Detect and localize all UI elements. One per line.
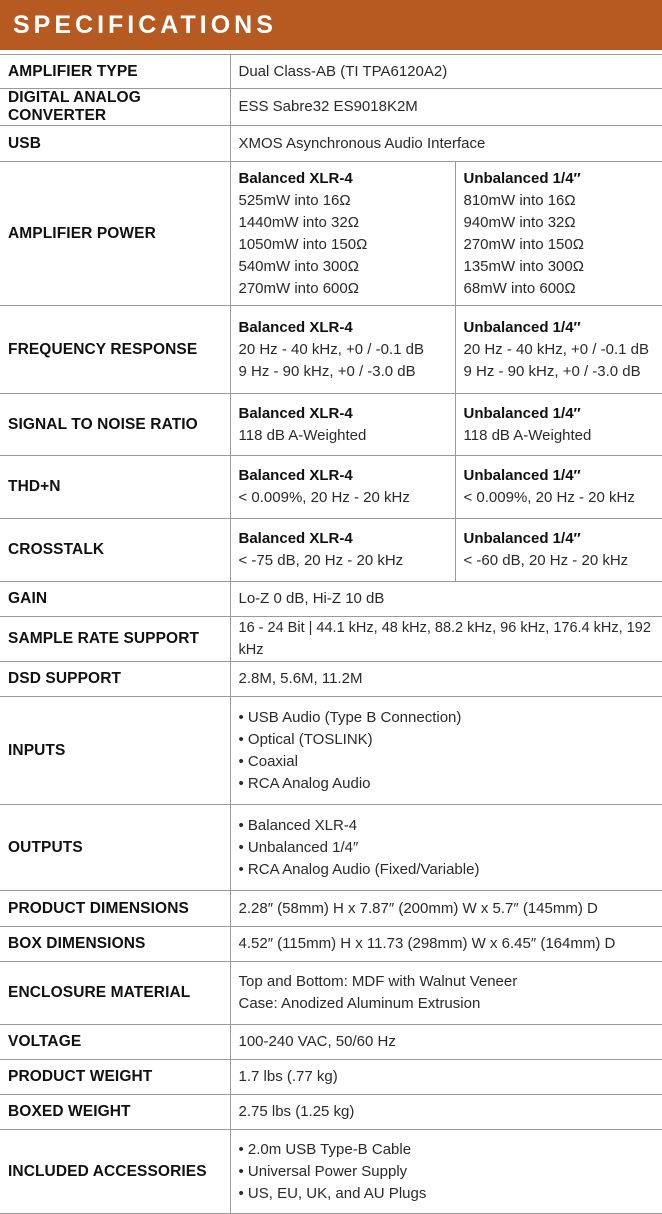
spec-line: < 0.009%, 20 Hz - 20 kHz bbox=[239, 487, 455, 509]
spec-label: FREQUENCY RESPONSE bbox=[0, 306, 230, 394]
spec-line: 1050mW into 150Ω bbox=[239, 234, 455, 256]
spec-line: 118 dB A-Weighted bbox=[239, 425, 455, 447]
unbalanced-cell bbox=[455, 519, 662, 582]
list-item: • USB Audio (Type B Connection) bbox=[239, 707, 662, 729]
balanced-cell bbox=[230, 519, 455, 582]
spec-line: 9 Hz - 90 kHz, +0 / -3.0 dB bbox=[464, 361, 662, 383]
balanced-cell bbox=[230, 162, 455, 306]
spec-label: OUTPUTS bbox=[0, 805, 230, 891]
spec-line: < 0.009%, 20 Hz - 20 kHz bbox=[464, 487, 662, 509]
spec-line: 118 dB A-Weighted bbox=[464, 425, 662, 447]
spec-value: Dual Class-AB (TI TPA6120A2) bbox=[230, 55, 662, 89]
spec-line: 68mW into 600Ω bbox=[464, 278, 662, 300]
spec-label: DSD SUPPORT bbox=[0, 662, 230, 697]
list-item: • RCA Analog Audio (Fixed/Variable) bbox=[239, 859, 662, 881]
list-item: • Unbalanced 1/4″ bbox=[239, 837, 662, 859]
spec-row-product-weight bbox=[0, 1060, 662, 1095]
balanced-cell bbox=[230, 394, 455, 456]
spec-value: 4.52″ (115mm) H x 11.73 (298mm) W x 6.45″ (164mm) D bbox=[230, 927, 662, 962]
list-item: • Coaxial bbox=[239, 751, 662, 773]
spec-row-boxed-weight bbox=[0, 1095, 662, 1130]
spec-label: PRODUCT DIMENSIONS bbox=[0, 891, 230, 927]
spec-line: 1440mW into 32Ω bbox=[239, 212, 455, 234]
spec-value: 2.8M, 5.6M, 11.2M bbox=[230, 662, 662, 697]
spec-label: ENCLOSURE MATERIAL bbox=[0, 962, 230, 1025]
unbalanced-heading: Unbalanced 1/4″ bbox=[464, 528, 662, 550]
spec-line: 525mW into 16Ω bbox=[239, 190, 455, 212]
specifications-table bbox=[0, 54, 662, 1214]
spec-row-thdn bbox=[0, 456, 662, 519]
spec-row-box-dimensions bbox=[0, 927, 662, 962]
spec-line: < -60 dB, 20 Hz - 20 kHz bbox=[464, 550, 662, 572]
spec-value: 1.7 lbs (.77 kg) bbox=[230, 1060, 662, 1095]
spec-label: SIGNAL TO NOISE RATIO bbox=[0, 394, 230, 456]
spec-line: 20 Hz - 40 kHz, +0 / -0.1 dB bbox=[464, 339, 662, 361]
spec-row-frequency-response bbox=[0, 306, 662, 394]
spec-label: INPUTS bbox=[0, 697, 230, 805]
spec-list bbox=[230, 805, 662, 891]
spec-label: SAMPLE RATE SUPPORT bbox=[0, 617, 230, 662]
list-item: Top and Bottom: MDF with Walnut Veneer bbox=[239, 971, 662, 993]
spec-row-snr bbox=[0, 394, 662, 456]
specifications-title: SPECIFICATIONS bbox=[0, 0, 662, 50]
unbalanced-heading: Unbalanced 1/4″ bbox=[464, 403, 662, 425]
spec-row-accessories bbox=[0, 1130, 662, 1214]
spec-label: BOXED WEIGHT bbox=[0, 1095, 230, 1130]
spec-row-amplifier-power bbox=[0, 162, 662, 306]
spec-row-voltage bbox=[0, 1025, 662, 1060]
spec-label: USB bbox=[0, 126, 230, 162]
spec-row-dac bbox=[0, 89, 662, 126]
spec-line: 810mW into 16Ω bbox=[464, 190, 662, 212]
spec-value: XMOS Asynchronous Audio Interface bbox=[230, 126, 662, 162]
list-item: • Balanced XLR-4 bbox=[239, 815, 662, 837]
spec-label: AMPLIFIER POWER bbox=[0, 162, 230, 306]
spec-value: Lo-Z 0 dB, Hi-Z 10 dB bbox=[230, 582, 662, 617]
balanced-cell bbox=[230, 306, 455, 394]
spec-label: AMPLIFIER TYPE bbox=[0, 55, 230, 89]
list-item: Case: Anodized Aluminum Extrusion bbox=[239, 993, 662, 1015]
unbalanced-cell bbox=[455, 456, 662, 519]
spec-label: GAIN bbox=[0, 582, 230, 617]
list-item: • RCA Analog Audio bbox=[239, 773, 662, 795]
spec-value: 2.75 lbs (1.25 kg) bbox=[230, 1095, 662, 1130]
unbalanced-cell bbox=[455, 162, 662, 306]
spec-value: ESS Sabre32 ES9018K2M bbox=[230, 89, 662, 126]
spec-row-dsd bbox=[0, 662, 662, 697]
spec-row-crosstalk bbox=[0, 519, 662, 582]
spec-row-enclosure bbox=[0, 962, 662, 1025]
spec-row-sample-rate bbox=[0, 617, 662, 662]
spec-row-gain bbox=[0, 582, 662, 617]
balanced-heading: Balanced XLR-4 bbox=[239, 403, 455, 425]
unbalanced-heading: Unbalanced 1/4″ bbox=[464, 465, 662, 487]
spec-row-product-dimensions bbox=[0, 891, 662, 927]
list-item: • 2.0m USB Type-B Cable bbox=[239, 1139, 662, 1161]
spec-label: DIGITAL ANALOG CONVERTER bbox=[0, 89, 230, 126]
spec-line: 270mW into 600Ω bbox=[239, 278, 455, 300]
spec-label: THD+N bbox=[0, 456, 230, 519]
balanced-heading: Balanced XLR-4 bbox=[239, 168, 455, 190]
unbalanced-cell bbox=[455, 306, 662, 394]
balanced-heading: Balanced XLR-4 bbox=[239, 317, 455, 339]
spec-label: INCLUDED ACCESSORIES bbox=[0, 1130, 230, 1214]
list-item: • US, EU, UK, and AU Plugs bbox=[239, 1183, 662, 1205]
spec-line: 540mW into 300Ω bbox=[239, 256, 455, 278]
list-item: • Optical (TOSLINK) bbox=[239, 729, 662, 751]
spec-list bbox=[230, 1130, 662, 1214]
spec-label: CROSSTALK bbox=[0, 519, 230, 582]
spec-label: BOX DIMENSIONS bbox=[0, 927, 230, 962]
list-item: • Universal Power Supply bbox=[239, 1161, 662, 1183]
spec-line: 9 Hz - 90 kHz, +0 / -3.0 dB bbox=[239, 361, 455, 383]
spec-label: PRODUCT WEIGHT bbox=[0, 1060, 230, 1095]
spec-row-amplifier-type bbox=[0, 55, 662, 89]
unbalanced-cell bbox=[455, 394, 662, 456]
spec-row-outputs bbox=[0, 805, 662, 891]
spec-label: VOLTAGE bbox=[0, 1025, 230, 1060]
unbalanced-heading: Unbalanced 1/4″ bbox=[464, 168, 662, 190]
spec-line: < -75 dB, 20 Hz - 20 kHz bbox=[239, 550, 455, 572]
balanced-heading: Balanced XLR-4 bbox=[239, 465, 455, 487]
spec-line: 270mW into 150Ω bbox=[464, 234, 662, 256]
spec-line: 940mW into 32Ω bbox=[464, 212, 662, 234]
spec-row-usb bbox=[0, 126, 662, 162]
spec-list bbox=[230, 697, 662, 805]
spec-line: 20 Hz - 40 kHz, +0 / -0.1 dB bbox=[239, 339, 455, 361]
spec-list bbox=[230, 962, 662, 1025]
balanced-cell bbox=[230, 456, 455, 519]
balanced-heading: Balanced XLR-4 bbox=[239, 528, 455, 550]
spec-value: 16 - 24 Bit | 44.1 kHz, 48 kHz, 88.2 kHz, 96 kHz, 176.4 kHz, 192 kHz bbox=[230, 617, 662, 662]
spec-value: 2.28″ (58mm) H x 7.87″ (200mm) W x 5.7″ (145mm) D bbox=[230, 891, 662, 927]
spec-row-inputs bbox=[0, 697, 662, 805]
unbalanced-heading: Unbalanced 1/4″ bbox=[464, 317, 662, 339]
spec-line: 135mW into 300Ω bbox=[464, 256, 662, 278]
spec-value: 100-240 VAC, 50/60 Hz bbox=[230, 1025, 662, 1060]
